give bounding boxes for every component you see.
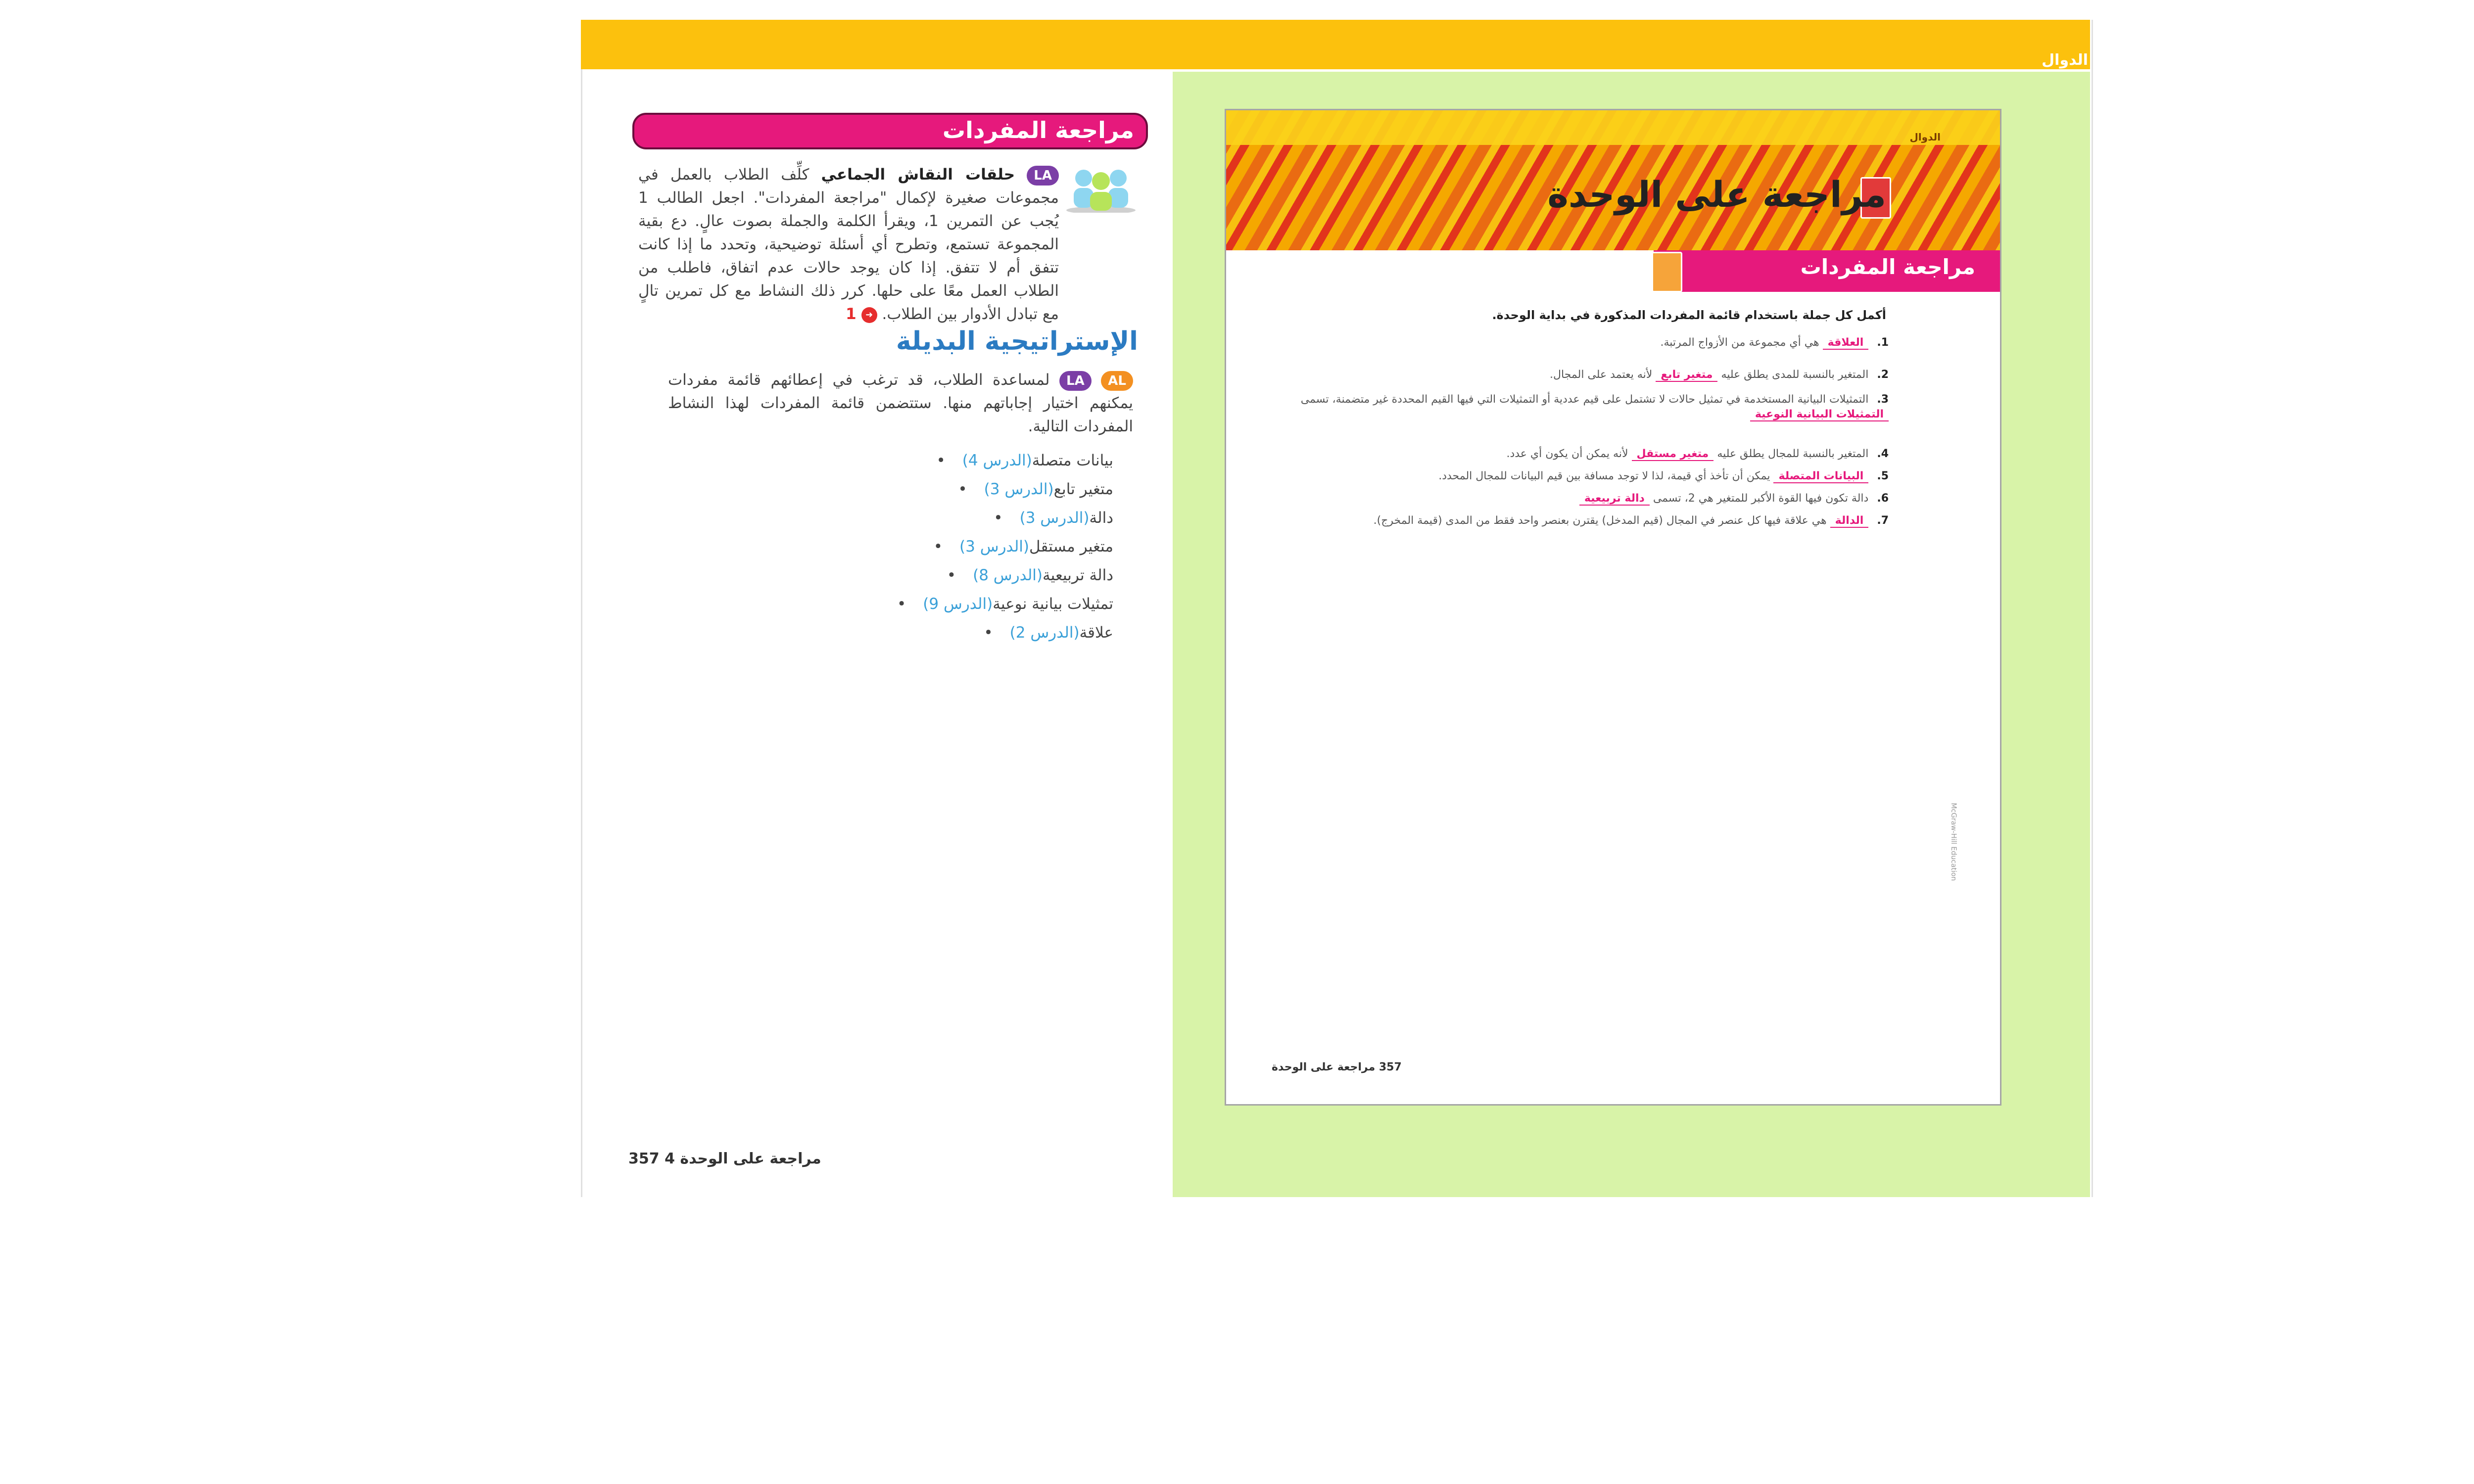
al-badge: AL — [1101, 371, 1133, 391]
list-item: دالة(الدرس 3) • — [841, 504, 1113, 532]
section-title: مراجعة المفردات — [632, 113, 1148, 149]
vocabulary-icon — [1652, 252, 1682, 292]
alternate-strategy-title: الإستراتيجية البديلة — [896, 326, 1138, 356]
reference-icon: ➜ — [861, 307, 877, 323]
group-activity — [638, 163, 1059, 326]
list-item: متغير مستقل(الدرس 3) • — [841, 532, 1113, 561]
chapter-tag: الدوال — [2042, 51, 2088, 69]
publisher-note: McGraw-Hill Education — [1950, 803, 1957, 881]
top-banner — [581, 20, 2090, 69]
question-2: 2. المتغير بالنسبة للمدى يطلق عليه متغير تابع لأنه يعتمد على المجال. — [1550, 369, 1889, 381]
student-chapter-tag: الدوال — [1909, 131, 1941, 143]
question-3: 3. التمثيلات البيانية المستخدمة في تمثيل حالات لا تشتمل على قيم عددية أو التمثيلات التي فيها القيم المحددة غير متضمنة، تسمى التمثيلات البيانية النوعية — [1300, 393, 1889, 420]
question-1: 1. العلاقة هي أي مجموعة من الأزواج المرتبة. — [1660, 336, 1889, 349]
list-item: تمثيلات بيانية نوعية(الدرس 9) • — [841, 590, 1113, 618]
instruction: أكمل كل جملة باستخدام قائمة المفردات المذكورة في بداية الوحدة. — [1492, 308, 1886, 322]
vocabulary-list — [841, 446, 1113, 647]
alternate-strategy — [668, 369, 1133, 438]
alternate-strategy-text: لمساعدة الطلاب، قد ترغب في إعطائهم قائمة مفردات يمكنهم اختيار إجاباتهم منها. ستتضمن قائمة المفردات لهذا النشاط المفردات التالية. — [668, 371, 1133, 435]
banner-top-strip — [1226, 110, 2000, 145]
group-activity-title: حلقات النقاش الجماعي — [821, 166, 1015, 184]
la-badge: LA — [1059, 371, 1092, 391]
list-item: علاقة(الدرس 2) • — [841, 618, 1113, 647]
question-5: 5. البيانات المتصلة يمكن أن تأخذ أي قيمة، لذا لا توجد مسافة بين قيم البيانات للمجال المحدد. — [1438, 470, 1889, 482]
question-4: 4. المتغير بالنسبة للمجال يطلق عليه متغير مستقل لأنه يمكن أن يكون أي عدد. — [1506, 448, 1889, 460]
list-item: دالة تربيعية(الدرس 8) • — [841, 561, 1113, 590]
group-activity-ref: 1 — [846, 305, 856, 323]
page-footer: مراجعة على الوحدة 4 357 — [628, 1150, 821, 1167]
group-activity-text: كلِّف الطلاب بالعمل في مجموعات صغيرة لإكمال "مراجعة المفردات". اجعل الطالب 1 يُجب عن التمرين 1، ويقرأ الكلمة والجملة بصوت عالٍ. دع بقية المجموعة تستمع، وتطرح أي أسئلة توضيحية، وتحدد ما إذا كانت تتفق أم لا تتفق. إذا كان يوجد حالات عدم اتفاق، فاطلب من الطلاب العمل معًا على حلها. كرر ذلك النشاط مع كل تمرين تالٍ مع تبادل الأدوار بين الطلاب. — [638, 166, 1059, 323]
student-page-thumbnail — [1225, 109, 2001, 1106]
group-discussion-icon — [1064, 163, 1138, 213]
list-item: بيانات متصلة(الدرس 4) • — [841, 446, 1113, 475]
question-7: 7. الدالة هي علاقة فيها كل عنصر في المجال (قيم المدخل) يقترن بعنصر واحد فقط من المدى (قيمة المخرج). — [1373, 514, 1889, 527]
student-page-title: مراجعة على الوحدة — [1547, 174, 1886, 215]
student-page-footer: 357 مراجعة على الوحدة — [1272, 1061, 1402, 1073]
student-subtitle: مراجعة المفردات — [1800, 255, 1975, 279]
la-badge: LA — [1027, 166, 1059, 186]
question-6: 6. دالة تكون فيها القوة الأكبر للمتغير هي 2، تسمى دالة تربيعية — [1344, 491, 1889, 506]
list-item: متغير تابع(الدرس 3) • — [841, 475, 1113, 504]
